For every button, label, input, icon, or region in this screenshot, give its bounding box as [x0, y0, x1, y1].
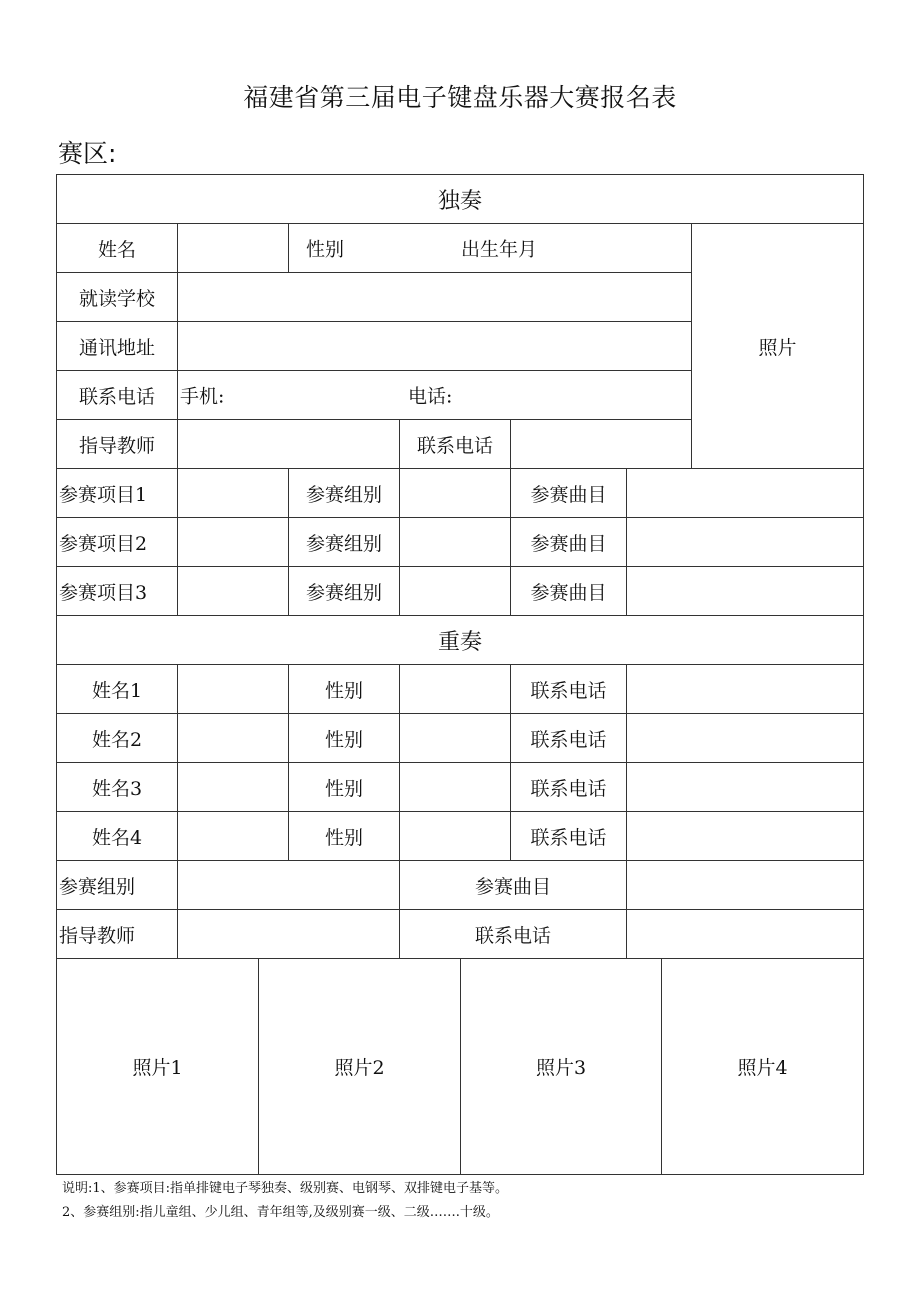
ensemble-member-4-phone-label: 联系电话: [511, 812, 627, 861]
ensemble-member-3-gender-input[interactable]: [400, 763, 511, 812]
ensemble-photo-2[interactable]: 照片2: [259, 959, 461, 1174]
solo-teacher-phone-label: 联系电话: [400, 420, 511, 469]
note-line-1: 说明:1、参赛项目:指单排键电子琴独奏、级别赛、电钢琴、双排键电子基等。: [62, 1181, 509, 1196]
ensemble-member-1-name-label: 姓名1: [57, 665, 178, 714]
ensemble-member-1-gender-input[interactable]: [400, 665, 511, 714]
ensemble-heading: 重奏: [57, 616, 863, 665]
solo-event-1-label: 参赛项目1: [57, 469, 178, 518]
ensemble-member-3-name-label: 姓名3: [57, 763, 178, 812]
ensemble-member-4-gender-label: 性别: [289, 812, 400, 861]
solo-event-2-input[interactable]: [178, 518, 289, 567]
ensemble-member-4-name-input[interactable]: [178, 812, 289, 861]
ensemble-group-label: 参赛组别: [57, 861, 178, 910]
ensemble-piece-label: 参赛曲目: [400, 861, 627, 910]
ensemble-piece-input[interactable]: [627, 861, 863, 910]
ensemble-photo-3[interactable]: 照片3: [461, 959, 662, 1174]
ensemble-member-2-gender-input[interactable]: [400, 714, 511, 763]
solo-event-3-piece-label: 参赛曲目: [511, 567, 627, 616]
solo-address-input[interactable]: [178, 322, 692, 371]
ensemble-member-2-gender-label: 性别: [289, 714, 400, 763]
solo-teacher-phone-input[interactable]: [511, 420, 692, 469]
ensemble-photo-4[interactable]: 照片4: [737, 1057, 788, 1079]
solo-teacher-label: 指导教师: [57, 420, 178, 469]
solo-contact-field[interactable]: [178, 371, 692, 420]
region-label: 赛区:: [58, 139, 117, 168]
ensemble-teacher-input[interactable]: [178, 910, 400, 959]
ensemble-member-2-phone-label: 联系电话: [511, 714, 627, 763]
solo-event-1-group-label: 参赛组别: [289, 469, 400, 518]
solo-contact-label: 联系电话: [57, 371, 178, 420]
ensemble-member-1-phone-input[interactable]: [627, 665, 863, 714]
solo-event-3-group-label: 参赛组别: [289, 567, 400, 616]
ensemble-member-1-gender-label: 性别: [289, 665, 400, 714]
note-line-2: 2、参赛组别:指儿童组、少儿组、青年组等,及级别赛一级、二级…….十级。: [62, 1205, 499, 1220]
ensemble-photo-1[interactable]: 照片1: [57, 959, 259, 1174]
solo-event-1-piece-label: 参赛曲目: [511, 469, 627, 518]
solo-mobile-label: 手机:: [180, 385, 225, 408]
ensemble-teacher-phone-label: 联系电话: [400, 910, 627, 959]
ensemble-member-3-name-input[interactable]: [178, 763, 289, 812]
solo-event-2-piece-input[interactable]: [627, 518, 863, 567]
solo-event-3-input[interactable]: [178, 567, 289, 616]
solo-event-2-label: 参赛项目2: [57, 518, 178, 567]
solo-event-3-label: 参赛项目3: [57, 567, 178, 616]
ensemble-member-3-gender-label: 性别: [289, 763, 400, 812]
solo-event-1-input[interactable]: [178, 469, 289, 518]
form-title: 福建省第三届电子键盘乐器大赛报名表: [243, 83, 677, 112]
ensemble-member-1-name-input[interactable]: [178, 665, 289, 714]
solo-birth-label: 出生年月: [461, 238, 538, 261]
solo-address-label: 通讯地址: [57, 322, 178, 371]
solo-teacher-input[interactable]: [178, 420, 400, 469]
ensemble-member-2-phone-input[interactable]: [627, 714, 863, 763]
solo-event-2-group-label: 参赛组别: [289, 518, 400, 567]
solo-heading: 独奏: [57, 175, 863, 224]
solo-event-2-piece-label: 参赛曲目: [511, 518, 627, 567]
solo-gender-label: 性别: [306, 238, 345, 261]
ensemble-member-2-name-input[interactable]: [178, 714, 289, 763]
solo-event-3-group-input[interactable]: [400, 567, 511, 616]
solo-event-3-piece-input[interactable]: [627, 567, 863, 616]
ensemble-member-4-phone-input[interactable]: [627, 812, 863, 861]
solo-photo-box[interactable]: 照片: [692, 224, 863, 469]
registration-form: [56, 174, 864, 1175]
ensemble-member-4-name-label: 姓名4: [57, 812, 178, 861]
solo-phone-label: 电话:: [408, 385, 453, 408]
solo-name-label: 姓名: [57, 224, 178, 273]
ensemble-teacher-label: 指导教师: [57, 910, 178, 959]
solo-event-1-group-input[interactable]: [400, 469, 511, 518]
ensemble-member-2-name-label: 姓名2: [57, 714, 178, 763]
solo-event-2-group-input[interactable]: [400, 518, 511, 567]
ensemble-group-input[interactable]: [178, 861, 400, 910]
ensemble-member-4-gender-input[interactable]: [400, 812, 511, 861]
solo-gender-birth-field[interactable]: [289, 224, 692, 273]
ensemble-member-3-phone-input[interactable]: [627, 763, 863, 812]
solo-event-1-piece-input[interactable]: [627, 469, 863, 518]
ensemble-member-1-phone-label: 联系电话: [511, 665, 627, 714]
solo-school-label: 就读学校: [57, 273, 178, 322]
ensemble-teacher-phone-input[interactable]: [627, 910, 863, 959]
form-notes: [62, 1177, 862, 1225]
solo-name-input[interactable]: [178, 224, 289, 273]
solo-school-input[interactable]: [178, 273, 692, 322]
ensemble-member-3-phone-label: 联系电话: [511, 763, 627, 812]
